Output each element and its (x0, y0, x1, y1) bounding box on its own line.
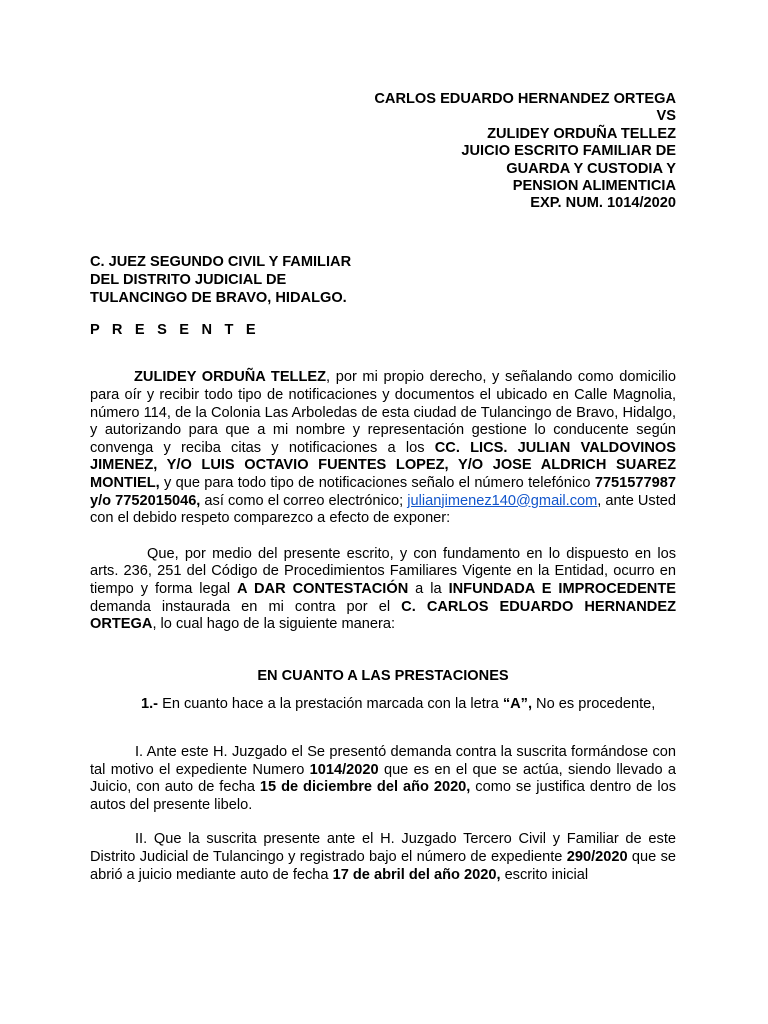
addressee-line-2: DEL DISTRITO JUDICIAL DE (90, 271, 287, 288)
response-text-1: Que, por medio del presente escrito, y con fundamento en lo dispuesto en los arts. 236, 251 del Código de Procedimientos Familiares Vigente en la Entidad, ocurro en tiempo y forma legal (90, 545, 676, 597)
point-2-text-2: que se abrió a juicio mediante auto de fecha (90, 848, 677, 883)
point-2-text-3: escrito inicial (500, 866, 589, 883)
file-number: EXP. NUM. 1014/2020 (530, 195, 676, 212)
intro-text-1: , por mi propio derecho, y señalando como domicilio para oír y recibir todo tipo de notificaciones y documentos el ubicado en Calle Magnolia, número 114, de la Colonia Las Arboledas de esta ciudad de Tulancingo de Bravo, Hidalgo, y autorizando para que a mi nombre y representación gestione lo conducente según convenga y reciba citas y notificaciones a los (90, 369, 677, 456)
item-1-number: 1.- (141, 696, 159, 713)
point-1-text-2: que es en el que se actúa, siendo llevado a Juicio, con auto de fecha (90, 761, 676, 796)
point-1-text-1: I. Ante este H. Juzgado el Se presentó demanda contra la suscrita formándose con tal motivo el expediente Numero (90, 743, 676, 778)
intro-name: ZULIDEY ORDUÑA TELLEZ (134, 369, 327, 386)
salutation: P R E S E N T E (90, 321, 260, 338)
response-text-4: , lo cual hago de la siguiente manera: (152, 616, 396, 633)
point-2-paragraph (90, 831, 676, 884)
item-1-text-1: En cuanto hace a la prestación marcada con la letra (158, 696, 503, 713)
response-text-3: demanda instaurada en mi contra por el (90, 598, 402, 615)
response-text-2: a la (408, 580, 449, 597)
email-link[interactable]: julianjimenez140@gmail.com (407, 492, 598, 509)
versus-label: VS (656, 108, 676, 125)
case-type-line-2: GUARDA Y CUSTODIA Y (506, 160, 676, 177)
item-1-text-2: No es procedente, (532, 696, 656, 713)
point-2-bold-2: 17 de abril del año 2020, (332, 866, 501, 883)
response-bold-1: A DAR CONTESTACIÓN (237, 580, 409, 597)
response-paragraph (90, 546, 676, 634)
point-1-bold-2: 15 de diciembre del año 2020, (259, 779, 471, 796)
point-2-text-1: II. Que la suscrita presente ante el H. Juzgado Tercero Civil y Familiar de este Distrito Judicial de Tulancingo y registrado bajo el número de expediente (90, 831, 676, 865)
response-bold-3: C. CARLOS EDUARDO HERNANDEZ ORTEGA (90, 598, 676, 633)
intro-text-3: así como el correo electrónico; (200, 492, 408, 509)
addressee-line-3: TULANCINGO DE BRAVO, HIDALGO. (90, 289, 347, 306)
document-page (90, 91, 676, 884)
defendant-name: ZULIDEY ORDUÑA TELLEZ (487, 125, 676, 142)
point-1-bold-1: 1014/2020 (309, 761, 379, 778)
addressee-line-1: C. JUEZ SEGUNDO CIVIL Y FAMILIAR (90, 253, 352, 270)
case-caption (90, 91, 676, 213)
plaintiff-name: CARLOS EDUARDO HERNANDEZ ORTEGA (374, 91, 676, 107)
item-1-letter: “A”, (502, 696, 532, 713)
section-heading: EN CUANTO A LAS PRESTACIONES (257, 667, 509, 684)
point-1-paragraph (90, 744, 676, 814)
addressee-block (90, 253, 676, 307)
intro-paragraph (90, 369, 676, 527)
intro-text-2: y que para todo tipo de notificaciones señalo el número telefónico (159, 475, 595, 491)
item-1-paragraph (90, 696, 676, 714)
point-1-text-3: como se justifica dentro de los autos del presente libelo. (90, 779, 677, 813)
intro-phones: 7751577987 y/o 7752015046, (90, 475, 676, 509)
intro-text-4: , ante Usted con el debido respeto comparezco a efecto de exponer: (90, 492, 677, 527)
response-bold-2: INFUNDADA E IMPROCEDENTE (448, 580, 676, 597)
case-type-line-3: PENSION ALIMENTICIA (512, 178, 676, 195)
point-2-bold-1: 290/2020 (566, 848, 628, 865)
intro-lawyers: CC. LICS. JULIAN VALDOVINOS JIMENEZ, Y/O LUIS OCTAVIO FUENTES LOPEZ, Y/O JOSE ALDRICH SUAREZ MONTIEL, (90, 439, 676, 491)
case-type-line-1: JUICIO ESCRITO FAMILIAR DE (461, 143, 676, 160)
